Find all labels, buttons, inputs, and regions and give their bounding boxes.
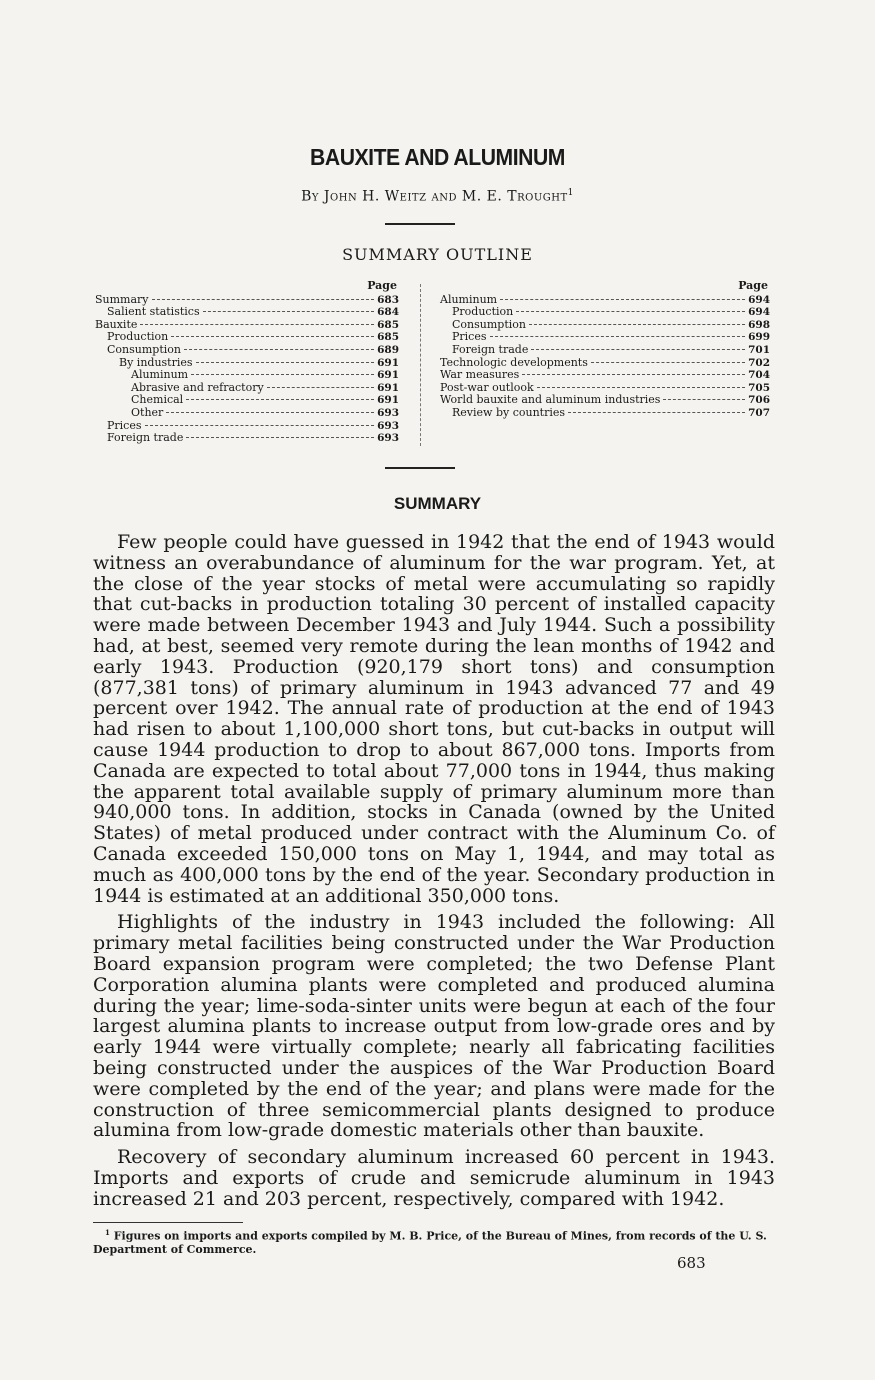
toc-entry [440,319,770,332]
toc-entry-page: 694 [748,306,770,319]
toc-entry-label: Consumption [452,317,526,331]
toc-entry-label: By industries [119,355,193,369]
byline-footnote-mark: 1 [567,188,574,198]
toc-entry-label: Foreign trade [107,431,184,445]
toc-entry-page: 699 [748,331,770,344]
toc-leader-dots [145,425,375,426]
toc-page-header: Page [367,279,397,292]
toc-leader-dots [140,324,374,325]
page-number: 683 [677,1254,706,1272]
toc-entry-label: Post-war outlook [440,380,534,394]
toc-entry-label: Review by countries [452,405,566,419]
toc-entry [440,369,770,382]
toc-entry-page: 691 [377,394,399,407]
toc-entry [95,369,399,382]
toc-entry-page: 706 [748,394,770,407]
footnote-mark: 1 [105,1228,110,1237]
toc-entry-label: Salient statistics [107,305,200,319]
toc-entry-page: 683 [377,293,399,306]
summary-heading: SUMMARY [393,494,482,513]
footnote [93,1226,775,1256]
toc-leader-dots [663,399,745,400]
toc-leader-dots [203,311,374,312]
toc-entry-page: 707 [748,406,770,419]
toc-entry [440,407,770,420]
toc-entry [95,344,399,357]
toc-entry-label: Production [452,305,514,319]
toc-divider [420,284,422,446]
toc-entry-label: Production [107,330,169,344]
toc-entry-label: Technologic developments [440,355,588,369]
toc-entry-label: Prices [107,418,142,432]
toc-entry-label: Consumption [107,342,181,356]
toc-entry [440,344,770,357]
byline-authors: By John H. Weitz and M. E. Trought [301,188,568,205]
summary-body [93,532,775,1216]
toc-entry-label: Aluminum [131,368,189,382]
toc-leader-dots [529,324,745,325]
toc-entry-label: Chemical [131,393,184,407]
footnote-text: Figures on imports and exports compiled by M. B. Price, of the Bureau of Mines, from records of the U. S. Department of Commerce. [93,1229,767,1256]
toc-entry [440,306,770,319]
summary-paragraph: Few people could have guessed in 1942 that the end of 1943 would witness an overabundance of aluminum for the war program. Yet, at the close of the year stocks of metal were accumulating so rapidly that cut-backs in production totaling 30 percent of installed capacity were made between December 1943 and July 1944. Such a possibility had, at best, seemed very remote during the lean months of 1942 and early 1943. Production (920,179 short tons) and consumption (877,381 tons) of primary aluminum in 1943 advanced 77 and 49 percent over 1942. The annual rate of production at the end of 1943 had risen to about 1,100,000 short tons, but cut-backs in output will cause 1944 production to drop to about 867,000 tons. Imports from Canada are expected to total about 77,000 tons in 1944, thus making the apparent total available supply of primary aluminum more than 940,000 tons. In addition, stocks in Canada (owned by the United States) of metal produced under contract with the Aluminum Co. of Canada exceeded 150,000 tons on May 1, 1944, and may total as much as 400,000 tons by the end of the year. Secondary production in 1944 is estimated at an additional 350,000 tons. [93,531,775,907]
footnote-rule [93,1222,243,1223]
toc-right-column [440,280,770,420]
toc-entry-page: 705 [748,381,770,394]
page-title: BAUXITE AND ALUMINUM [310,144,565,170]
toc-leader-dots [196,362,375,363]
toc-entry-page: 693 [377,406,399,419]
toc-leader-dots [531,349,745,350]
toc-entry-page: 702 [748,356,770,369]
toc-entry-label: Other [131,405,164,419]
toc-entry-page: 691 [377,381,399,394]
toc-entry-label: Bauxite [95,317,138,331]
toc-leader-dots [191,374,374,375]
toc-entry-page: 693 [377,432,399,445]
toc-entry-page: 698 [748,318,770,331]
toc-entry-page: 685 [377,318,399,331]
toc-entry [95,407,399,420]
toc-leader-dots [166,412,374,413]
toc-entry-label: Prices [452,330,487,344]
toc-entry-page: 691 [377,369,399,382]
toc-page-header: Page [738,279,768,292]
toc-leader-dots [171,336,374,337]
toc-entry-page: 704 [748,369,770,382]
toc-entry-page: 689 [377,343,399,356]
outline-rule [385,467,455,469]
toc-entry-label: World bauxite and aluminum industries [440,393,661,407]
toc-leader-dots [500,299,745,300]
title-rule [385,223,455,225]
toc-entry-page: 684 [377,306,399,319]
toc-entry-page: 694 [748,293,770,306]
toc-entry-label: Abrasive and refractory [131,380,264,394]
toc-leader-dots [537,387,745,388]
toc-entry-label: Summary [95,292,149,306]
toc-leader-dots [186,437,374,438]
toc-leader-dots [152,299,375,300]
toc-entry-page: 691 [377,356,399,369]
toc-leader-dots [591,362,745,363]
toc-entry-label: Foreign trade [452,342,529,356]
toc-entry-page: 685 [377,331,399,344]
toc-leader-dots [267,387,374,388]
toc-entry-page: 693 [377,419,399,432]
toc-entry [95,432,399,445]
toc-leader-dots [516,311,745,312]
toc-leader-dots [490,336,746,337]
toc-leader-dots [186,399,374,400]
toc-leader-dots [184,349,374,350]
summary-paragraph: Recovery of secondary aluminum increased 60 percent in 1943. Imports and exports of crude and semicrude aluminum in 1943 increased 21 and 203 percent, respectively, compared with 1942. [93,1146,775,1210]
toc-leader-dots [568,412,745,413]
toc-entry [95,306,399,319]
toc-entry-label: War measures [440,368,520,382]
toc-left-column [95,280,399,445]
outline-heading: SUMMARY OUTLINE [342,245,533,264]
summary-paragraph: Highlights of the industry in 1943 included the following: All primary metal facilities being constructed under the War Production Board expansion program were completed; the two Defense Plant Corporation alumina plants were completed and produced alumina during the year; lime-soda-sinter units were begun at each of the four largest alumina plants to increase output from low-grade ores and by early 1944 were virtually complete; nearly all fabricating facilities being constructed under the auspices of the War Production Board were completed by the end of the year; and plans were made for the construction of three semicommercial plants designed to produce alumina from low-grade domestic materials other than bauxite. [93,911,775,1142]
toc-entry-label: Aluminum [440,292,498,306]
byline [0,188,875,205]
toc-leader-dots [522,374,745,375]
toc-entry-page: 701 [748,343,770,356]
